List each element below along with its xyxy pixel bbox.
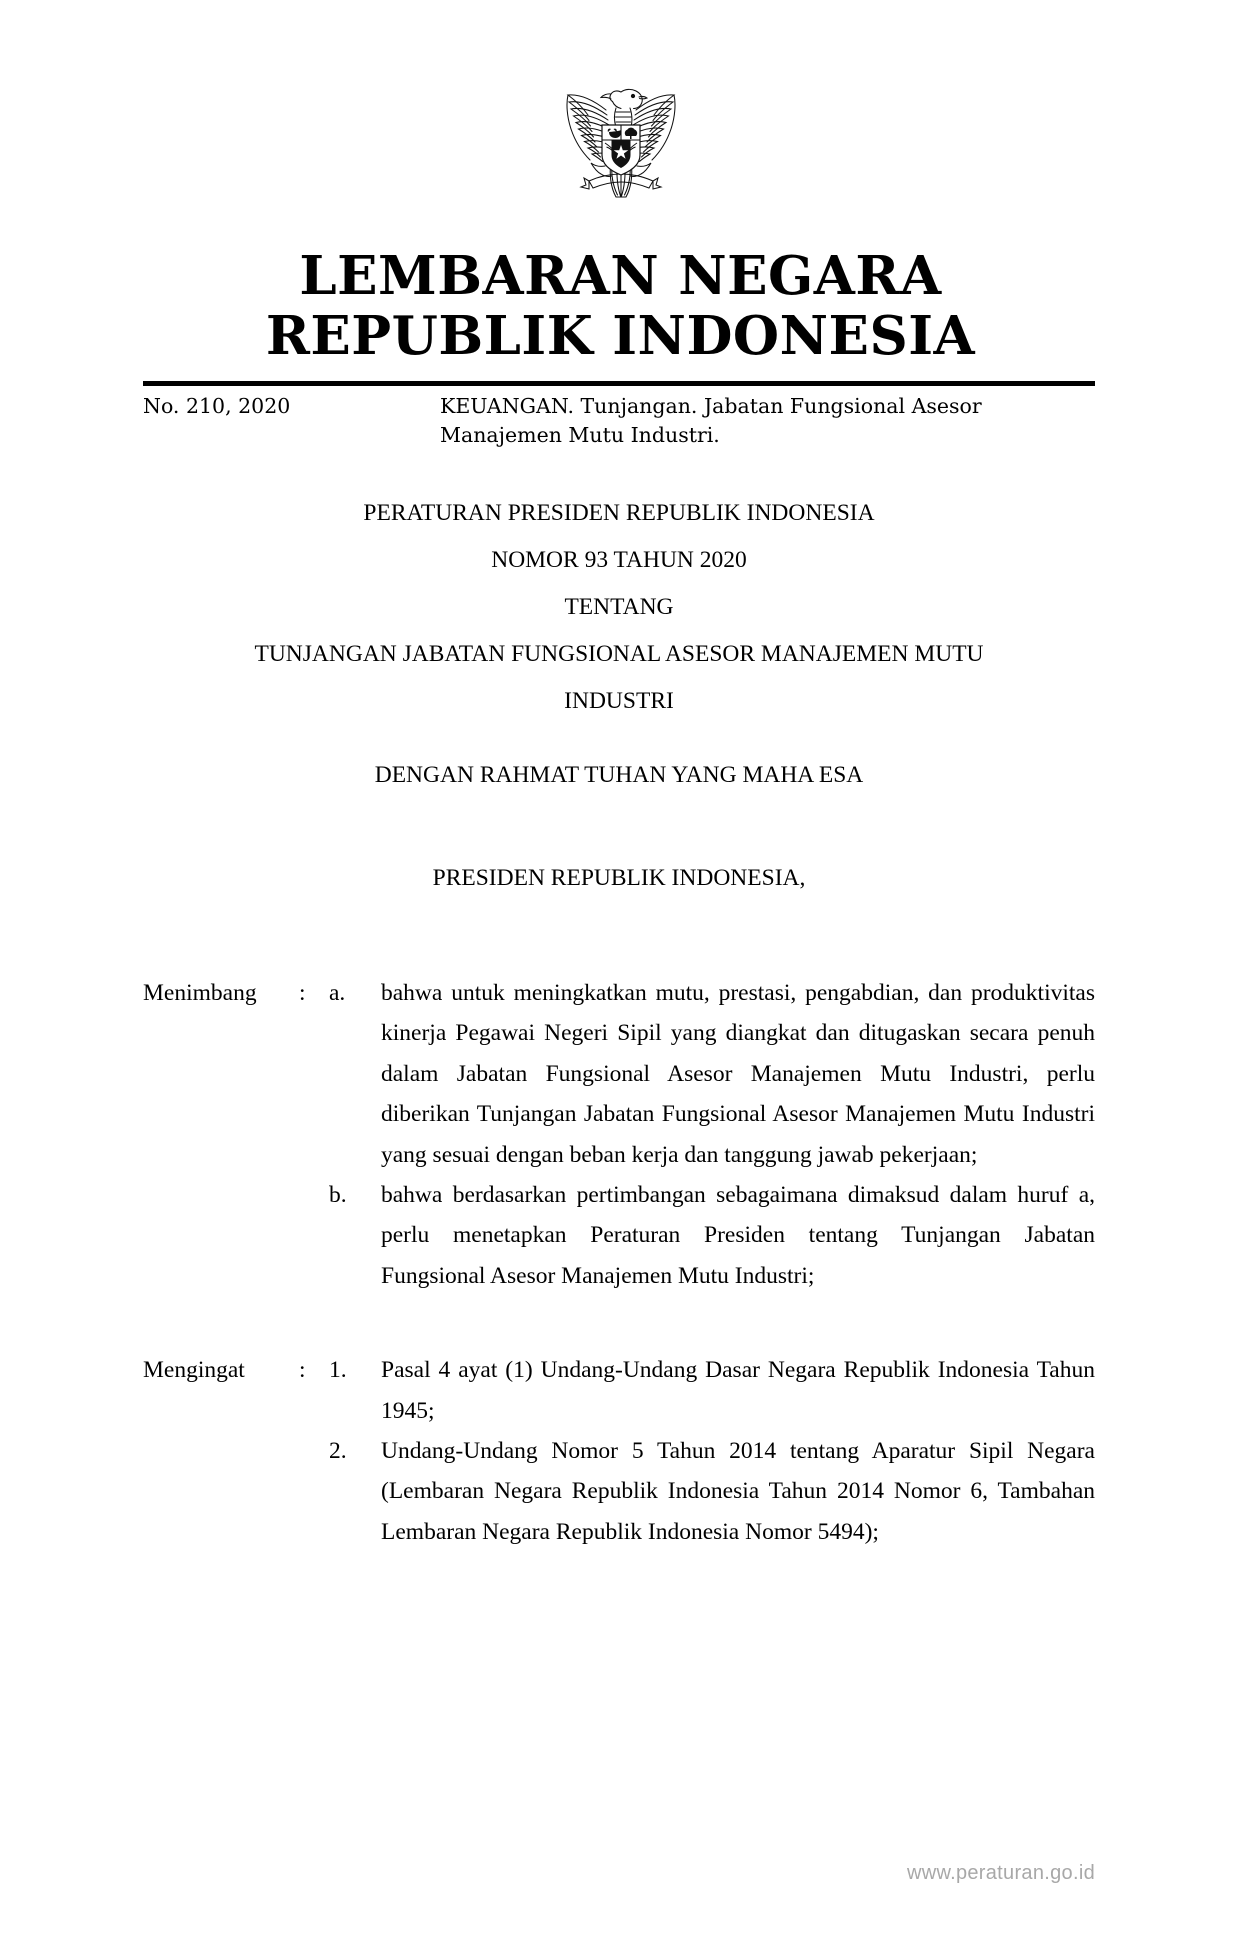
invocation-line: DENGAN RAHMAT TUHAN YANG MAHA ESA xyxy=(374,762,864,788)
clause-text: bahwa berdasarkan pertimbangan sebagaimana dimaksud dalam huruf a, perlu menetapkan Peraturan Presiden tentang Tunjangan Jabatan Fungsional Asesor Manajemen Mutu Industri; xyxy=(381,1182,1095,1289)
clause-text: Undang-Undang Nomor 5 Tahun 2014 tentang Aparatur Sipil Negara (Lembaran Negara Republik Indonesia Tahun 2014 Nomor 6, Tambahan Lembaran Negara Republik Indonesia Nomor 5494); xyxy=(381,1438,1095,1545)
clause-colon: : xyxy=(299,1357,306,1384)
signatory-heading: PRESIDEN REPUBLIK INDONESIA, xyxy=(432,865,806,891)
clause-text: Pasal 4 ayat (1) Undang-Undang Dasar Negara Republik Indonesia Tahun 1945; xyxy=(381,1357,1095,1424)
clause-row xyxy=(143,1350,1095,1431)
clause-section-mengingat xyxy=(143,1350,1095,1552)
masthead xyxy=(0,247,1241,367)
clause-marker: a. xyxy=(329,980,346,1006)
title-line-subject-1: TUNJANGAN JABATAN FUNGSIONAL ASESOR MANAJEMEN MUTU xyxy=(254,641,984,667)
clause-colon: : xyxy=(299,980,306,1006)
clauses-container xyxy=(143,973,1095,1552)
garuda-pancasila-icon xyxy=(546,62,696,210)
garuda-emblem-container xyxy=(0,62,1241,215)
clause-row xyxy=(143,1431,1095,1552)
title-line-subject-2: INDUSTRI xyxy=(564,688,674,714)
masthead-line-2: REPUBLIK INDONESIA xyxy=(265,304,976,367)
gazette-subject: KEUANGAN. Tunjangan. Jabatan Fungsional Asesor Manajemen Mutu Industri. xyxy=(440,394,982,448)
header-divider-rule xyxy=(143,381,1095,386)
clause-text: bahwa untuk meningkatkan mutu, prestasi, pengabdian, dan produktivitas kinerja Pegawai Negeri Sipil yang diangkat dan ditugaskan secara penuh dalam Jabatan Fungsional Asesor Manajemen Mutu Industri, perlu diberikan Tunjangan Jabatan Fungsional Asesor Manajemen Mutu Industri yang sesuai dengan beban kerja dan tanggung jawab pekerjaan; xyxy=(381,980,1095,1168)
title-line-number: NOMOR 93 TAHUN 2020 xyxy=(491,547,747,573)
clause-row xyxy=(143,1175,1095,1296)
title-line-tentang: TENTANG xyxy=(564,594,674,620)
title-line-authority: PERATURAN PRESIDEN REPUBLIK INDONESIA xyxy=(363,500,875,526)
pancasila-shield-icon xyxy=(602,125,640,175)
footer-watermark: www.peraturan.go.id xyxy=(906,1862,1095,1884)
gazette-number: No. 210, 2020 xyxy=(143,394,291,418)
clause-marker: 2. xyxy=(329,1438,347,1465)
clause-row xyxy=(143,973,1095,1175)
clause-marker: b. xyxy=(329,1182,347,1209)
clause-label-menimbang: Menimbang xyxy=(143,980,257,1006)
regulation-title-block xyxy=(143,490,1095,725)
masthead-line-1: LEMBARAN NEGARA xyxy=(299,245,942,307)
gazette-header xyxy=(143,392,1095,450)
clause-marker: 1. xyxy=(329,1357,347,1384)
clause-label-mengingat: Mengingat xyxy=(143,1357,245,1384)
clause-section-menimbang xyxy=(143,973,1095,1296)
